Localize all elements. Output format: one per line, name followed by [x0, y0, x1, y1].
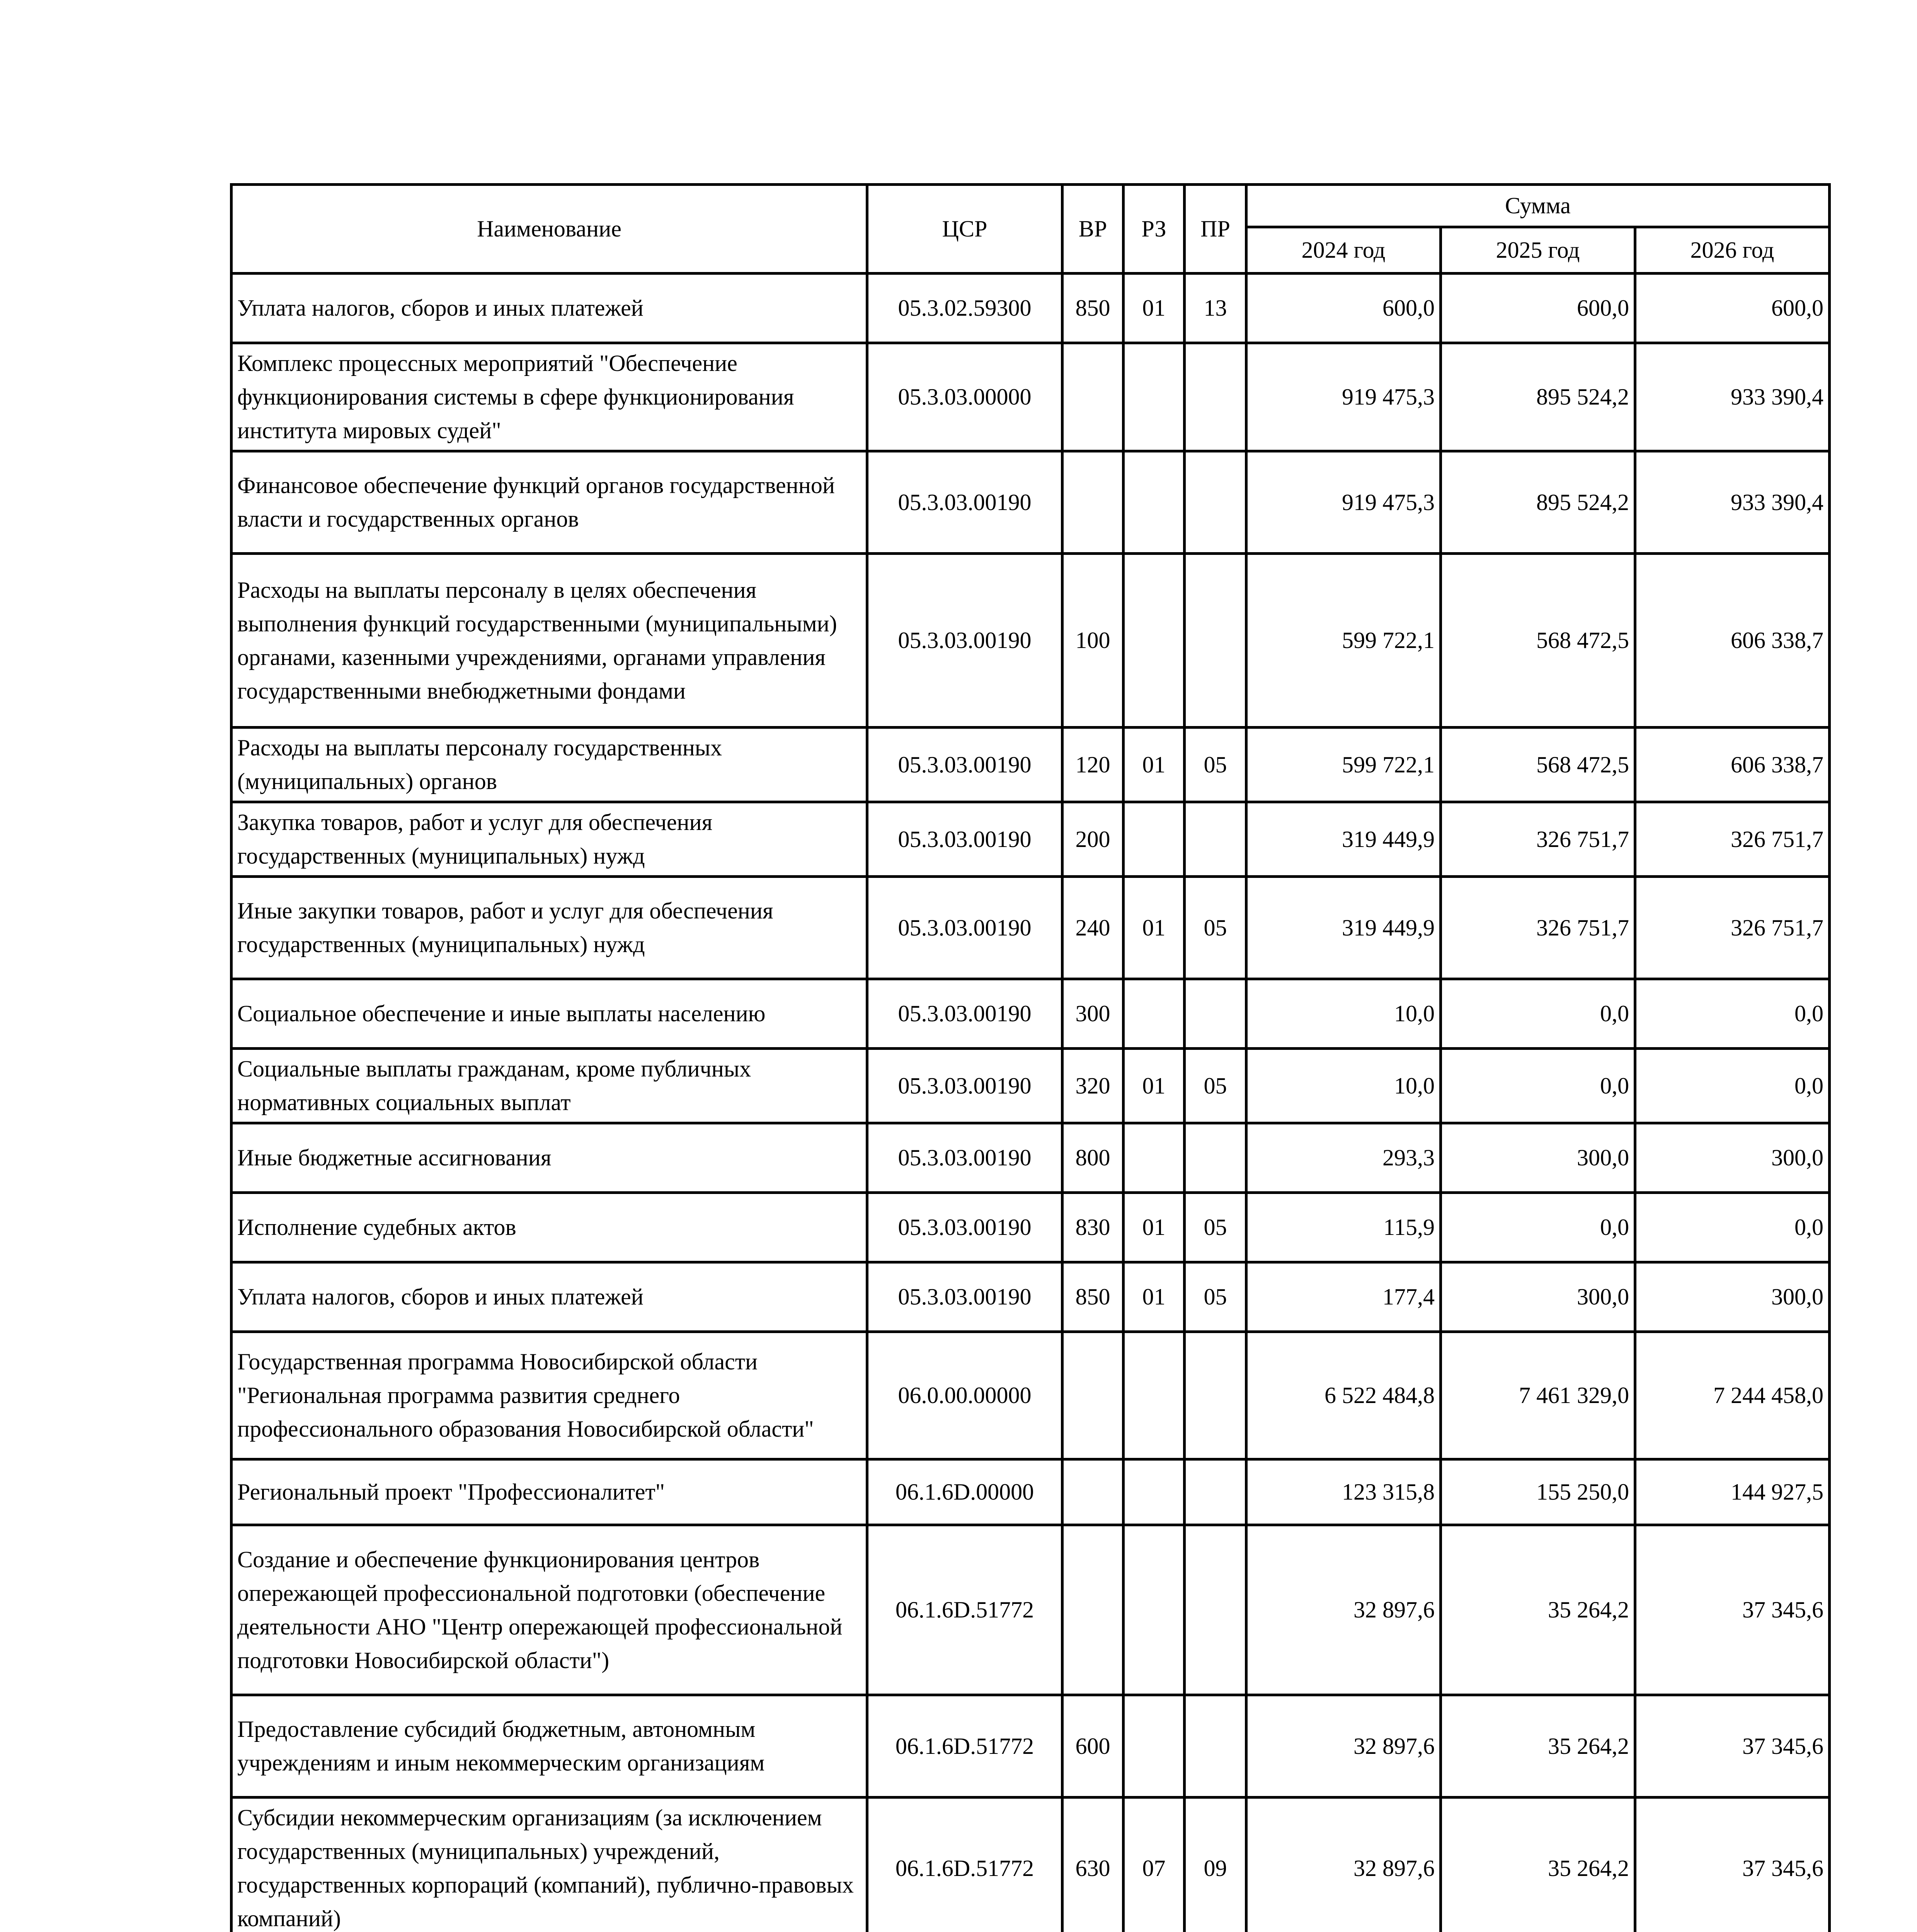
cell-2026: 37 345,6 [1635, 1695, 1830, 1798]
cell-2026: 37 345,6 [1635, 1525, 1830, 1695]
cell-2025: 568 472,5 [1441, 554, 1635, 728]
cell-2024: 10,0 [1246, 1049, 1441, 1123]
table-body [232, 274, 1830, 1932]
cell-2025: 155 250,0 [1441, 1459, 1635, 1525]
cell-vr [1062, 343, 1124, 451]
cell-pr [1185, 554, 1246, 728]
cell-2024: 919 475,3 [1246, 343, 1441, 451]
cell-vr [1062, 1459, 1124, 1525]
cell-2024: 10,0 [1246, 979, 1441, 1049]
cell-2025: 35 264,2 [1441, 1798, 1635, 1932]
cell-rz [1124, 979, 1185, 1049]
budget-table [230, 183, 1831, 1932]
cell-pr [1185, 343, 1246, 451]
cell-2026: 0,0 [1635, 979, 1830, 1049]
cell-2025: 35 264,2 [1441, 1695, 1635, 1798]
cell-pr [1185, 979, 1246, 1049]
cell-2025: 326 751,7 [1441, 802, 1635, 877]
cell-2025: 0,0 [1441, 1049, 1635, 1123]
cell-vr: 100 [1062, 554, 1124, 728]
cell-rz: 01 [1124, 1262, 1185, 1332]
header-pr: ПР [1185, 185, 1246, 274]
cell-2024: 177,4 [1246, 1262, 1441, 1332]
cell-pr [1185, 1332, 1246, 1459]
cell-vr: 850 [1062, 274, 1124, 343]
cell-vr: 850 [1062, 1262, 1124, 1332]
cell-csr: 06.1.6D.00000 [867, 1459, 1062, 1525]
table-row [232, 1049, 1830, 1123]
cell-2026: 600,0 [1635, 274, 1830, 343]
table-row [232, 728, 1830, 802]
cell-vr: 300 [1062, 979, 1124, 1049]
cell-2024: 319 449,9 [1246, 877, 1441, 979]
cell-2026: 300,0 [1635, 1123, 1830, 1193]
cell-vr: 240 [1062, 877, 1124, 979]
table-row [232, 802, 1830, 877]
cell-name: Закупка товаров, работ и услуг для обеспечения государственных (муниципальных) нужд [232, 802, 867, 877]
header-vr: ВР [1062, 185, 1124, 274]
cell-name: Иные закупки товаров, работ и услуг для обеспечения государственных (муниципальных) нужд [232, 877, 867, 979]
cell-pr: 05 [1185, 1262, 1246, 1332]
cell-csr: 05.3.03.00190 [867, 877, 1062, 979]
cell-rz [1124, 1123, 1185, 1193]
table-row [232, 1332, 1830, 1459]
cell-name: Уплата налогов, сборов и иных платежей [232, 274, 867, 343]
cell-2026: 933 390,4 [1635, 451, 1830, 554]
cell-csr: 05.3.03.00190 [867, 1049, 1062, 1123]
cell-2024: 599 722,1 [1246, 728, 1441, 802]
cell-csr: 06.1.6D.51772 [867, 1798, 1062, 1932]
cell-csr: 05.3.03.00190 [867, 554, 1062, 728]
cell-2026: 7 244 458,0 [1635, 1332, 1830, 1459]
cell-2025: 895 524,2 [1441, 451, 1635, 554]
header-year-2026: 2026 год [1635, 227, 1830, 274]
cell-2026: 933 390,4 [1635, 343, 1830, 451]
cell-csr: 05.3.03.00190 [867, 1262, 1062, 1332]
cell-2024: 293,3 [1246, 1123, 1441, 1193]
cell-rz [1124, 1695, 1185, 1798]
cell-2026: 606 338,7 [1635, 554, 1830, 728]
header-sum: Сумма [1246, 185, 1830, 227]
cell-pr: 05 [1185, 1049, 1246, 1123]
cell-rz: 01 [1124, 1049, 1185, 1123]
header-name: Наименование [232, 185, 867, 274]
table-row [232, 1695, 1830, 1798]
cell-csr: 05.3.03.00190 [867, 451, 1062, 554]
table-row [232, 1123, 1830, 1193]
table-row [232, 877, 1830, 979]
header-rz: РЗ [1124, 185, 1185, 274]
cell-2024: 599 722,1 [1246, 554, 1441, 728]
cell-pr [1185, 1123, 1246, 1193]
table-row [232, 451, 1830, 554]
cell-2025: 7 461 329,0 [1441, 1332, 1635, 1459]
cell-name: Субсидии некоммерческим организациям (за исключением государственных (муниципальных) учреждений, государственных корпораций (компаний), публично-правовых компаний) [232, 1798, 867, 1932]
header-csr: ЦСР [867, 185, 1062, 274]
cell-2024: 319 449,9 [1246, 802, 1441, 877]
cell-vr [1062, 1332, 1124, 1459]
cell-rz [1124, 1332, 1185, 1459]
cell-pr [1185, 1695, 1246, 1798]
cell-csr: 06.1.6D.51772 [867, 1525, 1062, 1695]
cell-name: Расходы на выплаты персоналу в целях обеспечения выполнения функций государственными (муниципальными) органами, казенными учреждениями, органами управления государственными внебюджетными фондами [232, 554, 867, 728]
cell-csr: 06.1.6D.51772 [867, 1695, 1062, 1798]
cell-2025: 568 472,5 [1441, 728, 1635, 802]
cell-pr: 05 [1185, 728, 1246, 802]
cell-2025: 0,0 [1441, 979, 1635, 1049]
header-year-2024: 2024 год [1246, 227, 1441, 274]
cell-2024: 32 897,6 [1246, 1798, 1441, 1932]
cell-csr: 05.3.03.00000 [867, 343, 1062, 451]
cell-name: Финансовое обеспечение функций органов государственной власти и государственных органов [232, 451, 867, 554]
table-row [232, 554, 1830, 728]
cell-rz [1124, 802, 1185, 877]
cell-vr: 120 [1062, 728, 1124, 802]
cell-vr: 630 [1062, 1798, 1124, 1932]
cell-2024: 123 315,8 [1246, 1459, 1441, 1525]
cell-vr [1062, 451, 1124, 554]
cell-rz [1124, 343, 1185, 451]
table-row [232, 343, 1830, 451]
cell-2024: 600,0 [1246, 274, 1441, 343]
cell-name: Расходы на выплаты персоналу государственных (муниципальных) органов [232, 728, 867, 802]
header-year-2025: 2025 год [1441, 227, 1635, 274]
cell-name: Социальные выплаты гражданам, кроме публичных нормативных социальных выплат [232, 1049, 867, 1123]
cell-2026: 300,0 [1635, 1262, 1830, 1332]
cell-pr [1185, 1525, 1246, 1695]
cell-name: Создание и обеспечение функционирования центров опережающей профессиональной подготовки (обеспечение деятельности АНО "Центр опережающей профессиональной подготовки Новосибирской области") [232, 1525, 867, 1695]
cell-2026: 37 345,6 [1635, 1798, 1830, 1932]
cell-name: Комплекс процессных мероприятий "Обеспечение функционирования системы в сфере функционирования института мировых судей" [232, 343, 867, 451]
cell-2024: 32 897,6 [1246, 1695, 1441, 1798]
cell-2024: 6 522 484,8 [1246, 1332, 1441, 1459]
cell-rz: 07 [1124, 1798, 1185, 1932]
table-row [232, 1193, 1830, 1262]
cell-pr: 09 [1185, 1798, 1246, 1932]
cell-2025: 300,0 [1441, 1123, 1635, 1193]
cell-2024: 919 475,3 [1246, 451, 1441, 554]
cell-2026: 326 751,7 [1635, 877, 1830, 979]
cell-2025: 300,0 [1441, 1262, 1635, 1332]
cell-vr: 320 [1062, 1049, 1124, 1123]
table-row [232, 274, 1830, 343]
table-row [232, 1459, 1830, 1525]
cell-2026: 144 927,5 [1635, 1459, 1830, 1525]
cell-2024: 115,9 [1246, 1193, 1441, 1262]
cell-vr: 800 [1062, 1123, 1124, 1193]
cell-rz: 01 [1124, 877, 1185, 979]
table-row [232, 1262, 1830, 1332]
cell-pr: 05 [1185, 1193, 1246, 1262]
cell-2026: 606 338,7 [1635, 728, 1830, 802]
cell-rz [1124, 1459, 1185, 1525]
cell-2026: 0,0 [1635, 1049, 1830, 1123]
cell-name: Государственная программа Новосибирской области "Региональная программа развития среднего профессионального образования Новосибирской области" [232, 1332, 867, 1459]
cell-rz: 01 [1124, 274, 1185, 343]
cell-rz: 01 [1124, 728, 1185, 802]
cell-vr: 600 [1062, 1695, 1124, 1798]
cell-pr: 13 [1185, 274, 1246, 343]
cell-2025: 600,0 [1441, 274, 1635, 343]
cell-name: Социальное обеспечение и иные выплаты населению [232, 979, 867, 1049]
table-row [232, 1525, 1830, 1695]
cell-name: Иные бюджетные ассигнования [232, 1123, 867, 1193]
cell-pr [1185, 802, 1246, 877]
cell-rz: 01 [1124, 1193, 1185, 1262]
cell-2026: 0,0 [1635, 1193, 1830, 1262]
cell-name: Исполнение судебных актов [232, 1193, 867, 1262]
cell-csr: 06.0.00.00000 [867, 1332, 1062, 1459]
cell-2024: 32 897,6 [1246, 1525, 1441, 1695]
cell-vr: 200 [1062, 802, 1124, 877]
cell-pr [1185, 1459, 1246, 1525]
cell-csr: 05.3.03.00190 [867, 979, 1062, 1049]
cell-csr: 05.3.03.00190 [867, 728, 1062, 802]
cell-name: Региональный проект "Профессионалитет" [232, 1459, 867, 1525]
cell-rz [1124, 451, 1185, 554]
cell-name: Предоставление субсидий бюджетным, автономным учреждениям и иным некоммерческим организациям [232, 1695, 867, 1798]
cell-csr: 05.3.03.00190 [867, 1123, 1062, 1193]
cell-rz [1124, 1525, 1185, 1695]
cell-2025: 895 524,2 [1441, 343, 1635, 451]
cell-csr: 05.3.03.00190 [867, 1193, 1062, 1262]
cell-vr [1062, 1525, 1124, 1695]
cell-csr: 05.3.02.59300 [867, 274, 1062, 343]
cell-pr [1185, 451, 1246, 554]
cell-name: Уплата налогов, сборов и иных платежей [232, 1262, 867, 1332]
cell-rz [1124, 554, 1185, 728]
table-row [232, 1798, 1830, 1932]
cell-2025: 0,0 [1441, 1193, 1635, 1262]
cell-2025: 35 264,2 [1441, 1525, 1635, 1695]
cell-2025: 326 751,7 [1441, 877, 1635, 979]
cell-vr: 830 [1062, 1193, 1124, 1262]
cell-2026: 326 751,7 [1635, 802, 1830, 877]
table-row [232, 979, 1830, 1049]
cell-pr: 05 [1185, 877, 1246, 979]
cell-csr: 05.3.03.00190 [867, 802, 1062, 877]
